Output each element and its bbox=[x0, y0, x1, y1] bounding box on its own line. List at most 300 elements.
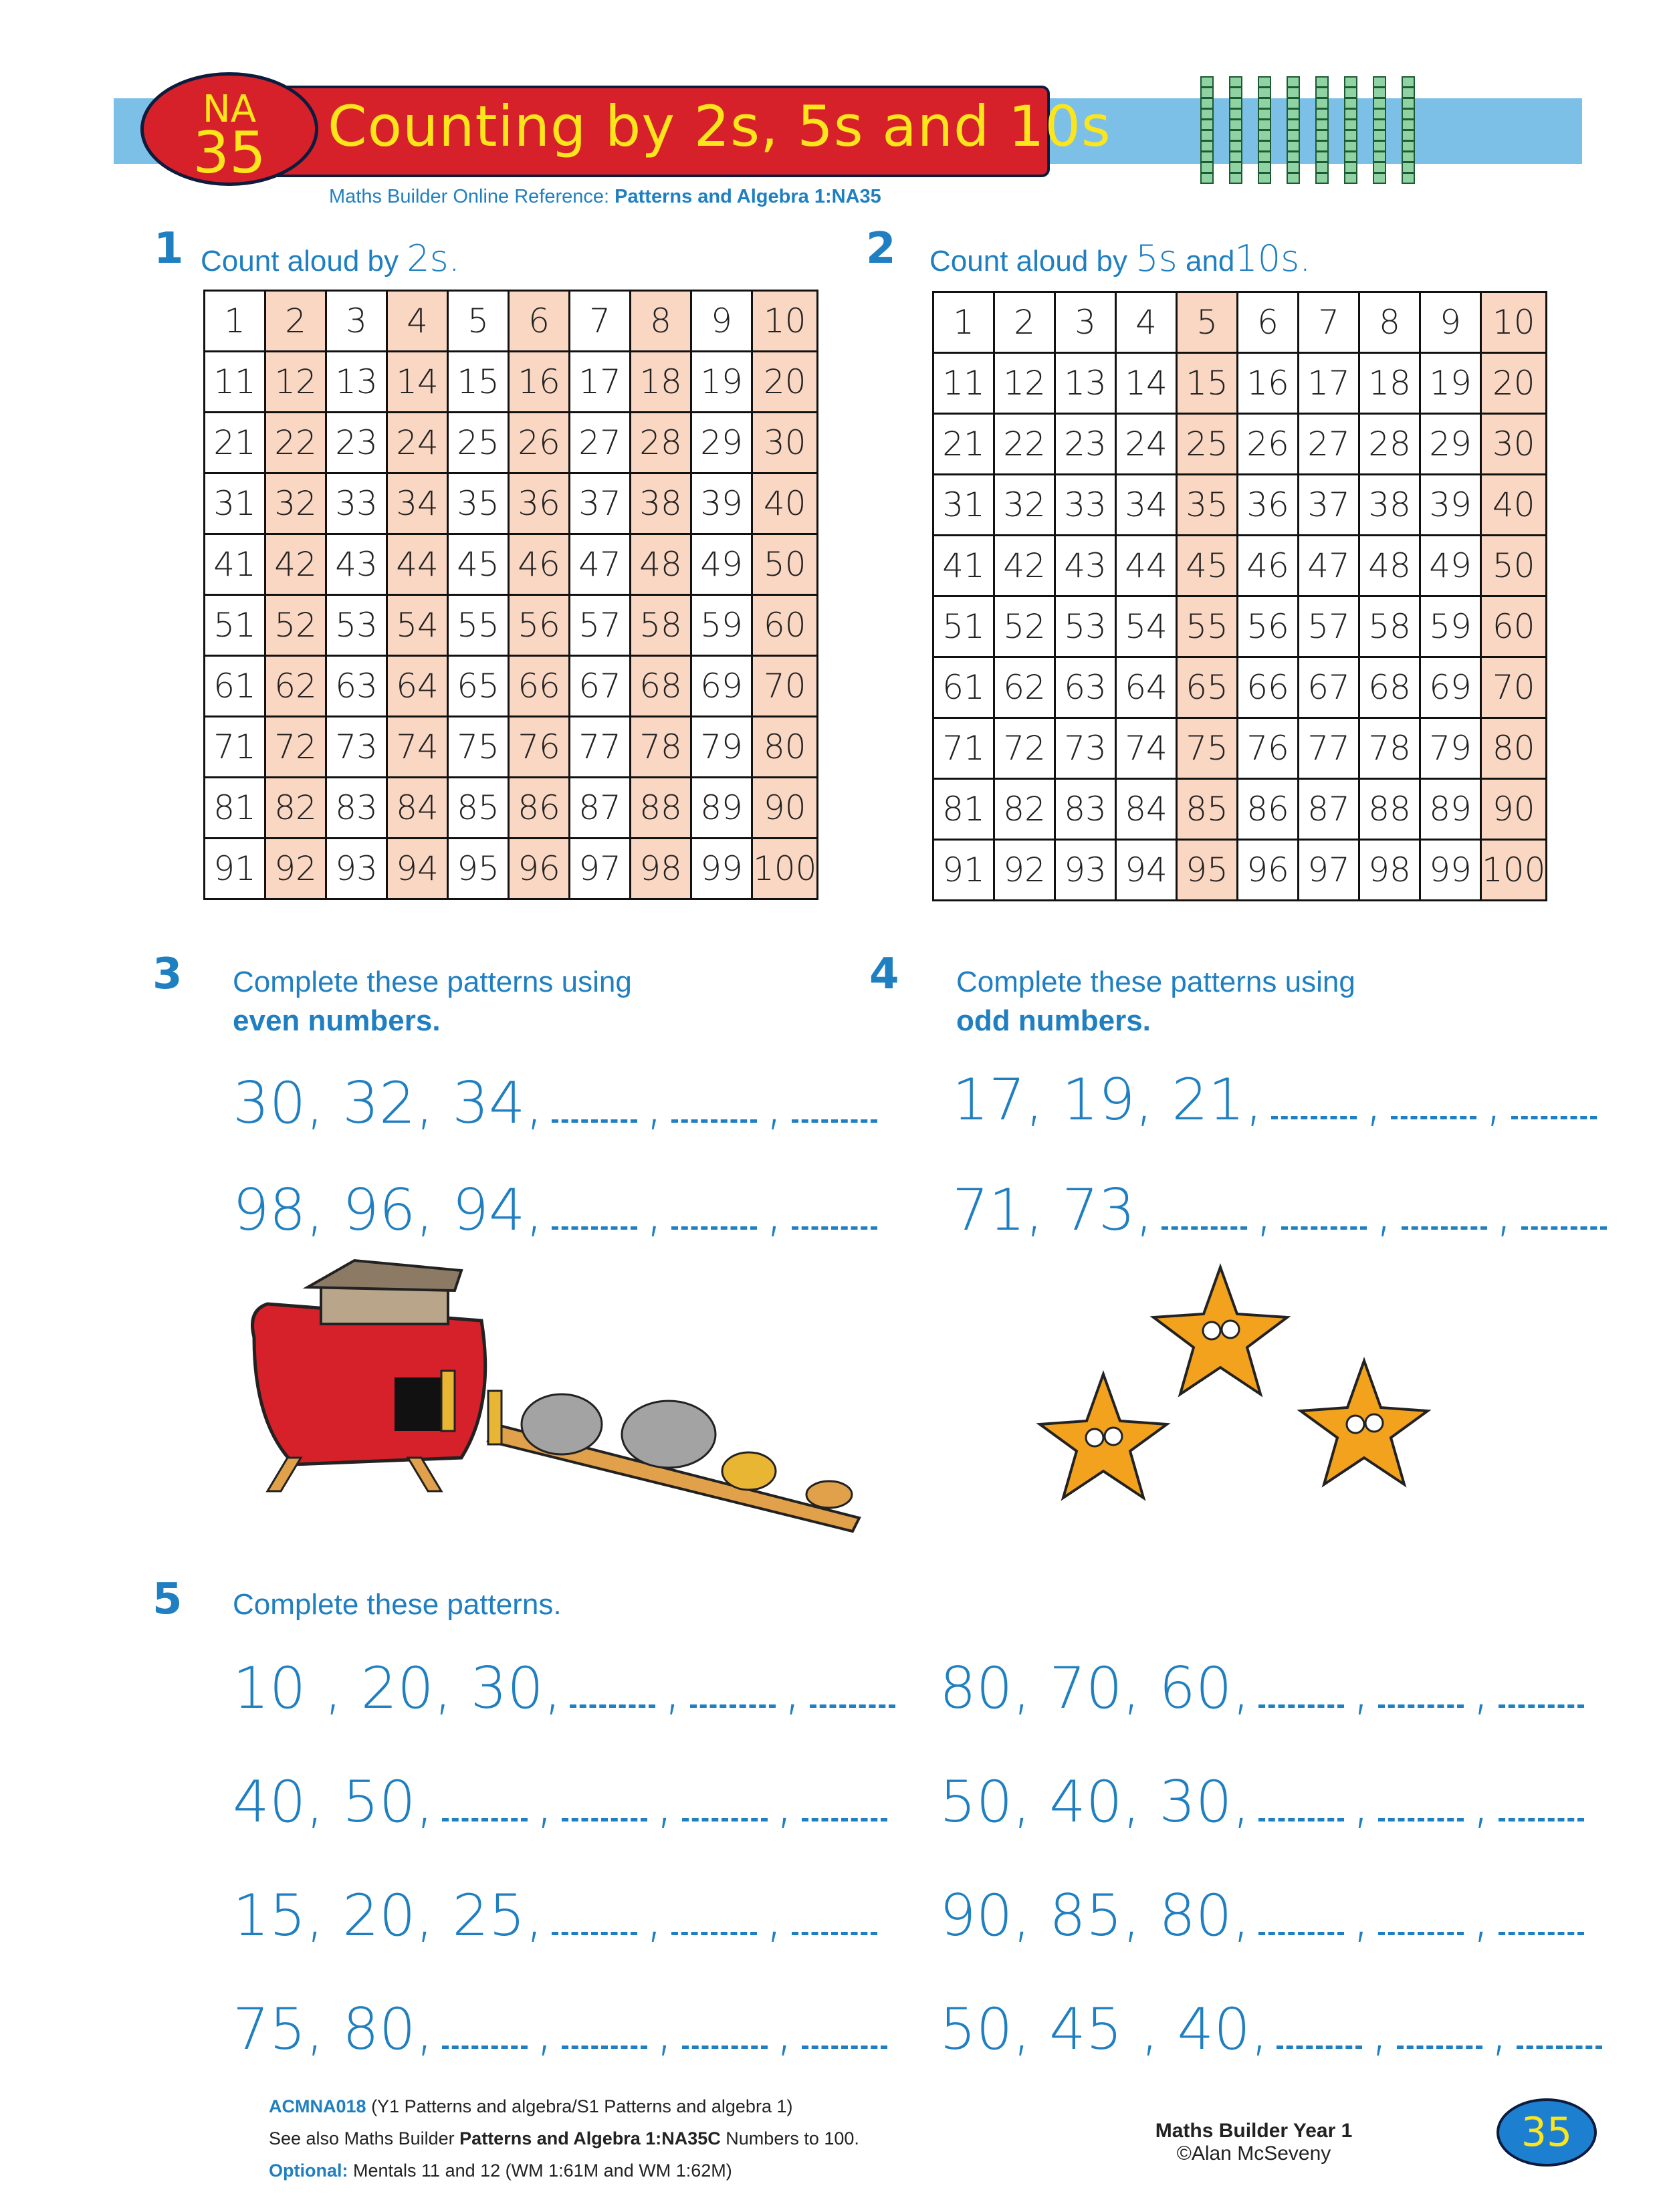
chart-cell: 19 bbox=[1420, 353, 1481, 414]
pattern-text: 71, 73, bbox=[952, 1177, 1153, 1244]
chart-cell: 1 bbox=[205, 291, 265, 352]
chart-cell: 9 bbox=[691, 291, 752, 352]
badge-code: NA bbox=[202, 88, 257, 131]
rod-cube bbox=[1230, 173, 1242, 183]
answer-blank[interactable] bbox=[1162, 1220, 1247, 1230]
chart-cell: 20 bbox=[1481, 353, 1547, 414]
chart-cell: 93 bbox=[1055, 840, 1116, 901]
pattern-text: 17, 19, 21, bbox=[952, 1067, 1263, 1133]
chart-cell: 63 bbox=[1055, 657, 1116, 718]
chart-cell: 71 bbox=[205, 717, 265, 778]
q5-left-pattern-2: 40, 50, , , , bbox=[233, 1769, 895, 1836]
rod-cube bbox=[1258, 173, 1270, 183]
chart-cell: 10 bbox=[752, 291, 818, 352]
chart-cell: 87 bbox=[570, 778, 631, 839]
chart-cell: 51 bbox=[933, 596, 994, 657]
chart-cell: 34 bbox=[387, 473, 448, 534]
rod-cube bbox=[1201, 141, 1213, 151]
answer-blank[interactable] bbox=[671, 1925, 757, 1935]
chart-cell: 64 bbox=[387, 656, 448, 717]
q2-count-a: 5s bbox=[1135, 237, 1178, 280]
chart-cell: 98 bbox=[631, 839, 691, 899]
answer-blank[interactable] bbox=[1391, 1109, 1476, 1119]
chart-cell: 67 bbox=[570, 656, 631, 717]
chart-cell: 22 bbox=[265, 413, 326, 473]
chart-cell: 54 bbox=[1116, 596, 1177, 657]
chart-row bbox=[933, 779, 1547, 840]
chart-cell: 85 bbox=[1177, 779, 1238, 840]
chart-cell: 28 bbox=[1359, 414, 1420, 475]
chart-cell: 92 bbox=[265, 839, 326, 899]
q2-count-b: 10s. bbox=[1234, 237, 1311, 280]
chart-cell: 88 bbox=[631, 778, 691, 839]
chart-cell: 21 bbox=[205, 413, 265, 473]
chart-cell: 76 bbox=[509, 717, 570, 778]
book-info bbox=[1140, 2120, 1367, 2165]
chart-cell: 3 bbox=[326, 291, 387, 352]
chart-cell: 42 bbox=[994, 536, 1055, 596]
chart-cell: 97 bbox=[570, 839, 631, 899]
chart-cell: 30 bbox=[752, 413, 818, 473]
chart-cell: 83 bbox=[326, 778, 387, 839]
chart-cell: 25 bbox=[1177, 414, 1238, 475]
page-title: Counting by 2s, 5s and 10s bbox=[328, 94, 1111, 159]
chart-cell: 59 bbox=[691, 595, 752, 656]
chart-cell: 98 bbox=[1359, 840, 1420, 901]
answer-blank[interactable] bbox=[1499, 1698, 1584, 1708]
chart-cell: 56 bbox=[509, 595, 570, 656]
chart-cell: 47 bbox=[570, 534, 631, 595]
answer-blank[interactable] bbox=[1378, 1925, 1464, 1935]
chart-cell: 65 bbox=[448, 656, 509, 717]
chart-cell: 11 bbox=[205, 352, 265, 413]
chart-cell: 3 bbox=[1055, 292, 1116, 353]
rod-cube bbox=[1316, 162, 1328, 173]
rod-cube bbox=[1201, 162, 1213, 173]
chart-cell: 8 bbox=[1359, 292, 1420, 353]
chart-cell: 70 bbox=[752, 656, 818, 717]
answer-blank[interactable] bbox=[562, 1811, 647, 1821]
rod-cube bbox=[1402, 141, 1414, 151]
rod-cube bbox=[1258, 77, 1270, 87]
chart-cell: 61 bbox=[933, 657, 994, 718]
q3-pattern-2: 98, 96, 94, , , bbox=[233, 1177, 885, 1244]
rod-cube bbox=[1373, 77, 1386, 87]
chart-cell: 74 bbox=[1116, 718, 1177, 779]
see-also-prefix: See also Maths Builder bbox=[269, 2128, 455, 2148]
rod-cube bbox=[1287, 173, 1299, 183]
answer-blank[interactable] bbox=[570, 1698, 655, 1708]
pattern-text: 10 , 20, 30, bbox=[233, 1655, 562, 1722]
chart-cell: 29 bbox=[1420, 414, 1481, 475]
chart-cell: 64 bbox=[1116, 657, 1177, 718]
answer-blank[interactable] bbox=[552, 1925, 637, 1935]
chart-cell: 38 bbox=[1359, 475, 1420, 536]
rod-cube bbox=[1230, 152, 1242, 162]
rod-cube bbox=[1345, 141, 1357, 151]
rod-cube bbox=[1201, 120, 1213, 130]
chart-cell: 83 bbox=[1055, 779, 1116, 840]
chart-cell: 17 bbox=[1299, 353, 1359, 414]
chart-cell: 94 bbox=[1116, 840, 1177, 901]
chart-cell: 86 bbox=[509, 778, 570, 839]
chart-cell: 16 bbox=[1238, 353, 1299, 414]
rod-cube bbox=[1373, 152, 1386, 162]
chart-cell: 4 bbox=[1116, 292, 1177, 353]
rod-cube bbox=[1287, 120, 1299, 130]
answer-blank[interactable] bbox=[1499, 1925, 1584, 1935]
chart-cell: 1 bbox=[933, 292, 994, 353]
question-5-number: 5 bbox=[152, 1575, 183, 1624]
chart-cell: 76 bbox=[1238, 718, 1299, 779]
hundred-chart-5s-10s bbox=[932, 291, 1547, 901]
chart-cell: 34 bbox=[1116, 475, 1177, 536]
chart-cell: 5 bbox=[448, 291, 509, 352]
chart-cell: 69 bbox=[691, 656, 752, 717]
chart-cell: 6 bbox=[509, 291, 570, 352]
chart-cell: 75 bbox=[448, 717, 509, 778]
online-reference bbox=[329, 186, 881, 208]
rod-cube bbox=[1230, 162, 1242, 173]
chart-cell: 36 bbox=[509, 473, 570, 534]
chart-cell: 89 bbox=[691, 778, 752, 839]
hundred-chart-2s bbox=[203, 290, 818, 900]
answer-blank[interactable] bbox=[792, 1113, 877, 1123]
rod-cube bbox=[1345, 130, 1357, 140]
chart-row bbox=[205, 291, 818, 352]
answer-blank[interactable] bbox=[682, 1811, 768, 1821]
page-number-badge bbox=[1497, 2098, 1597, 2167]
rod-cube bbox=[1230, 77, 1242, 87]
chart-cell: 95 bbox=[1177, 840, 1238, 901]
answer-blank[interactable] bbox=[1258, 1925, 1344, 1935]
q4-pattern-1: 17, 19, 21, , , bbox=[952, 1067, 1605, 1133]
reference-label: Maths Builder Online Reference: bbox=[329, 186, 610, 207]
chart-cell: 17 bbox=[570, 352, 631, 413]
q2-instruction: Count aloud by bbox=[929, 245, 1127, 278]
rod-cube bbox=[1402, 162, 1414, 173]
chart-cell: 28 bbox=[631, 413, 691, 473]
rod-cube bbox=[1287, 162, 1299, 173]
chart-cell: 84 bbox=[387, 778, 448, 839]
answer-blank[interactable] bbox=[802, 1811, 887, 1821]
chart-cell: 32 bbox=[994, 475, 1055, 536]
q3-pattern-1: 30, 32, 34, , , bbox=[233, 1070, 885, 1137]
chart-cell: 52 bbox=[994, 596, 1055, 657]
answer-blank[interactable] bbox=[442, 1811, 528, 1821]
reference-value: Patterns and Algebra 1:NA35 bbox=[615, 186, 881, 207]
chart-cell: 18 bbox=[1359, 353, 1420, 414]
chart-cell: 58 bbox=[631, 595, 691, 656]
chart-cell: 14 bbox=[1116, 353, 1177, 414]
chart-row bbox=[205, 839, 818, 899]
answer-blank[interactable] bbox=[562, 2039, 647, 2049]
rod-cube bbox=[1230, 120, 1242, 130]
pattern-text: 98, 96, 94, bbox=[233, 1177, 544, 1244]
rod-cube bbox=[1258, 88, 1270, 98]
rod-cube bbox=[1373, 120, 1386, 130]
answer-blank[interactable] bbox=[802, 2039, 887, 2049]
noahs-ark-illustration bbox=[241, 1257, 896, 1538]
chart-cell: 35 bbox=[448, 473, 509, 534]
chart-cell: 45 bbox=[448, 534, 509, 595]
question-1-number: 1 bbox=[154, 224, 184, 273]
rod-cube bbox=[1373, 173, 1386, 183]
chart-cell: 32 bbox=[265, 473, 326, 534]
rod-cube bbox=[1316, 109, 1328, 119]
chart-cell: 97 bbox=[1299, 840, 1359, 901]
chart-cell: 46 bbox=[509, 534, 570, 595]
chart-cell: 7 bbox=[1299, 292, 1359, 353]
answer-blank[interactable] bbox=[690, 1698, 776, 1708]
chart-cell: 25 bbox=[448, 413, 509, 473]
rod-cube bbox=[1373, 98, 1386, 108]
answer-blank[interactable] bbox=[1277, 2039, 1362, 2049]
chart-cell: 30 bbox=[1481, 414, 1547, 475]
question-4-text bbox=[956, 963, 1355, 1040]
rod-cube bbox=[1316, 152, 1328, 162]
rod-cube bbox=[1402, 173, 1414, 183]
rod-cube bbox=[1345, 109, 1357, 119]
chart-cell: 16 bbox=[509, 352, 570, 413]
q1-count-by: 2s. bbox=[407, 237, 460, 280]
chart-cell: 27 bbox=[570, 413, 631, 473]
chart-cell: 58 bbox=[1359, 596, 1420, 657]
rod-cube bbox=[1201, 130, 1213, 140]
chart-cell: 24 bbox=[1116, 414, 1177, 475]
chart-cell: 99 bbox=[1420, 840, 1481, 901]
chart-cell: 5 bbox=[1177, 292, 1238, 353]
chart-cell: 62 bbox=[994, 657, 1055, 718]
answer-blank[interactable] bbox=[1258, 1811, 1344, 1821]
chart-cell: 69 bbox=[1420, 657, 1481, 718]
answer-blank[interactable] bbox=[552, 1113, 637, 1123]
chart-row bbox=[205, 352, 818, 413]
rod-cube bbox=[1402, 120, 1414, 130]
chart-cell: 31 bbox=[933, 475, 994, 536]
chart-cell: 73 bbox=[326, 717, 387, 778]
chart-row bbox=[933, 596, 1547, 657]
rod-cube bbox=[1258, 120, 1270, 130]
answer-blank[interactable] bbox=[1521, 1220, 1607, 1230]
answer-blank[interactable] bbox=[1402, 1220, 1487, 1230]
rod-cube bbox=[1287, 77, 1299, 87]
chart-cell: 38 bbox=[631, 473, 691, 534]
chart-cell: 2 bbox=[994, 292, 1055, 353]
pattern-text: 90, 85, 80, bbox=[939, 1882, 1250, 1949]
chart-cell: 14 bbox=[387, 352, 448, 413]
chart-cell: 60 bbox=[752, 595, 818, 656]
rod-cube bbox=[1373, 141, 1386, 151]
chart-cell: 15 bbox=[1177, 353, 1238, 414]
q5-right-pattern-2: 50, 40, 30, , , bbox=[939, 1769, 1592, 1836]
answer-blank[interactable] bbox=[1378, 1698, 1464, 1708]
chart-cell: 18 bbox=[631, 352, 691, 413]
chart-cell: 80 bbox=[752, 717, 818, 778]
answer-blank[interactable] bbox=[552, 1220, 637, 1230]
chart-cell: 31 bbox=[205, 473, 265, 534]
chart-cell: 57 bbox=[1299, 596, 1359, 657]
rod-cube bbox=[1201, 88, 1213, 98]
answer-blank[interactable] bbox=[1271, 1109, 1357, 1119]
chart-cell: 9 bbox=[1420, 292, 1481, 353]
rod-cube bbox=[1287, 141, 1299, 151]
footer-line-1 bbox=[269, 2096, 792, 2117]
q3-emphasis: even numbers. bbox=[233, 1004, 441, 1037]
chart-cell: 4 bbox=[387, 291, 448, 352]
chart-cell: 71 bbox=[933, 718, 994, 779]
pattern-text: 50, 45 , 40, bbox=[939, 1996, 1269, 2063]
answer-blank[interactable] bbox=[1511, 1109, 1597, 1119]
chart-cell: 78 bbox=[1359, 718, 1420, 779]
chart-cell: 94 bbox=[387, 839, 448, 899]
answer-blank[interactable] bbox=[1499, 1811, 1584, 1821]
chart-cell: 93 bbox=[326, 839, 387, 899]
chart-cell: 55 bbox=[1177, 596, 1238, 657]
rod-cube bbox=[1258, 162, 1270, 173]
chart-cell: 43 bbox=[326, 534, 387, 595]
starfish-illustration bbox=[1030, 1257, 1458, 1538]
rod-cube bbox=[1201, 98, 1213, 108]
rod-cube bbox=[1201, 152, 1213, 162]
rod-cube bbox=[1230, 88, 1242, 98]
chart-cell: 73 bbox=[1055, 718, 1116, 779]
ten-rods-illustration bbox=[1196, 74, 1430, 187]
question-5-text: Complete these patterns. bbox=[233, 1588, 562, 1621]
rod-cube bbox=[1201, 173, 1213, 183]
chart-cell: 12 bbox=[994, 353, 1055, 414]
q4-pattern-2: 71, 73, , , , bbox=[952, 1177, 1615, 1244]
answer-blank[interactable] bbox=[671, 1220, 757, 1230]
chart-row bbox=[933, 536, 1547, 596]
answer-blank[interactable] bbox=[792, 1220, 877, 1230]
chart-cell: 91 bbox=[205, 839, 265, 899]
rod-cube bbox=[1287, 109, 1299, 119]
rod-cube bbox=[1201, 77, 1213, 87]
chart-cell: 82 bbox=[994, 779, 1055, 840]
chart-cell: 87 bbox=[1299, 779, 1359, 840]
rod-cube bbox=[1402, 77, 1414, 87]
chart-cell: 47 bbox=[1299, 536, 1359, 596]
chart-cell: 86 bbox=[1238, 779, 1299, 840]
chart-cell: 79 bbox=[691, 717, 752, 778]
chart-cell: 51 bbox=[205, 595, 265, 656]
pattern-text: 30, 32, 34, bbox=[233, 1070, 544, 1137]
rod-cube bbox=[1373, 162, 1386, 173]
chart-cell: 39 bbox=[1420, 475, 1481, 536]
chart-cell: 81 bbox=[205, 778, 265, 839]
curriculum-code: ACMNA018 bbox=[269, 2096, 366, 2116]
chart-cell: 7 bbox=[570, 291, 631, 352]
rod-cube bbox=[1402, 130, 1414, 140]
chart-cell: 43 bbox=[1055, 536, 1116, 596]
chart-row bbox=[933, 718, 1547, 779]
rod-cube bbox=[1316, 88, 1328, 98]
rod-cube bbox=[1316, 98, 1328, 108]
rod-cube bbox=[1316, 120, 1328, 130]
chart-cell: 70 bbox=[1481, 657, 1547, 718]
rod-cube bbox=[1345, 120, 1357, 130]
optional-text: Mentals 11 and 12 (WM 1:61M and WM 1:62M) bbox=[353, 2161, 732, 2181]
answer-blank[interactable] bbox=[1281, 1220, 1367, 1230]
q3-instruction: Complete these patterns using bbox=[233, 966, 632, 998]
rod-cube bbox=[1316, 141, 1328, 151]
chart-cell: 20 bbox=[752, 352, 818, 413]
rod-cube bbox=[1287, 130, 1299, 140]
answer-blank[interactable] bbox=[810, 1698, 895, 1708]
chart-cell: 39 bbox=[691, 473, 752, 534]
answer-blank[interactable] bbox=[792, 1925, 877, 1935]
chart-cell: 68 bbox=[1359, 657, 1420, 718]
rod-cube bbox=[1230, 141, 1242, 151]
chart-row bbox=[205, 534, 818, 595]
chart-cell: 96 bbox=[509, 839, 570, 899]
rod-cube bbox=[1373, 88, 1386, 98]
chart-cell: 21 bbox=[933, 414, 994, 475]
answer-blank[interactable] bbox=[1378, 1811, 1464, 1821]
answer-blank[interactable] bbox=[1397, 2039, 1482, 2049]
chart-cell: 72 bbox=[994, 718, 1055, 779]
chart-cell: 23 bbox=[1055, 414, 1116, 475]
q1-instruction: Count aloud by bbox=[201, 245, 399, 278]
chart-cell: 22 bbox=[994, 414, 1055, 475]
rod-cube bbox=[1345, 173, 1357, 183]
pattern-text: 50, 40, 30, bbox=[939, 1769, 1250, 1836]
rod-cube bbox=[1345, 98, 1357, 108]
chart-cell: 77 bbox=[570, 717, 631, 778]
chart-cell: 11 bbox=[933, 353, 994, 414]
na-badge bbox=[140, 72, 318, 186]
chart-cell: 36 bbox=[1238, 475, 1299, 536]
chart-cell: 91 bbox=[933, 840, 994, 901]
chart-cell: 45 bbox=[1177, 536, 1238, 596]
question-3-text bbox=[233, 963, 632, 1040]
rod-cube bbox=[1316, 77, 1328, 87]
chart-cell: 53 bbox=[326, 595, 387, 656]
curriculum-desc: (Y1 Patterns and algebra/S1 Patterns and algebra 1) bbox=[371, 2096, 793, 2116]
answer-blank[interactable] bbox=[671, 1113, 757, 1123]
chart-row bbox=[205, 595, 818, 656]
answer-blank[interactable] bbox=[1258, 1698, 1344, 1708]
q4-emphasis: odd numbers. bbox=[956, 1004, 1151, 1037]
chart-cell: 78 bbox=[631, 717, 691, 778]
rod-cube bbox=[1373, 109, 1386, 119]
chart-cell: 49 bbox=[1420, 536, 1481, 596]
pattern-text: 80, 70, 60, bbox=[939, 1655, 1250, 1722]
question-3-number: 3 bbox=[152, 950, 183, 999]
rod-cube bbox=[1258, 141, 1270, 151]
chart-cell: 84 bbox=[1116, 779, 1177, 840]
rod-cube bbox=[1402, 109, 1414, 119]
answer-blank[interactable] bbox=[1517, 2039, 1602, 2049]
answer-blank[interactable] bbox=[682, 2039, 768, 2049]
chart-cell: 100 bbox=[752, 839, 818, 899]
chart-cell: 68 bbox=[631, 656, 691, 717]
answer-blank[interactable] bbox=[442, 2039, 528, 2049]
chart-row bbox=[933, 657, 1547, 718]
chart-cell: 10 bbox=[1481, 292, 1547, 353]
chart-cell: 63 bbox=[326, 656, 387, 717]
chart-cell: 33 bbox=[1055, 475, 1116, 536]
rod-cube bbox=[1316, 130, 1328, 140]
chart-cell: 13 bbox=[326, 352, 387, 413]
rod-cube bbox=[1258, 152, 1270, 162]
chart-cell: 89 bbox=[1420, 779, 1481, 840]
chart-cell: 13 bbox=[1055, 353, 1116, 414]
page-number: 35 bbox=[1521, 2109, 1573, 2156]
rod-cube bbox=[1287, 88, 1299, 98]
book-title: Maths Builder Year 1 bbox=[1155, 2120, 1353, 2142]
